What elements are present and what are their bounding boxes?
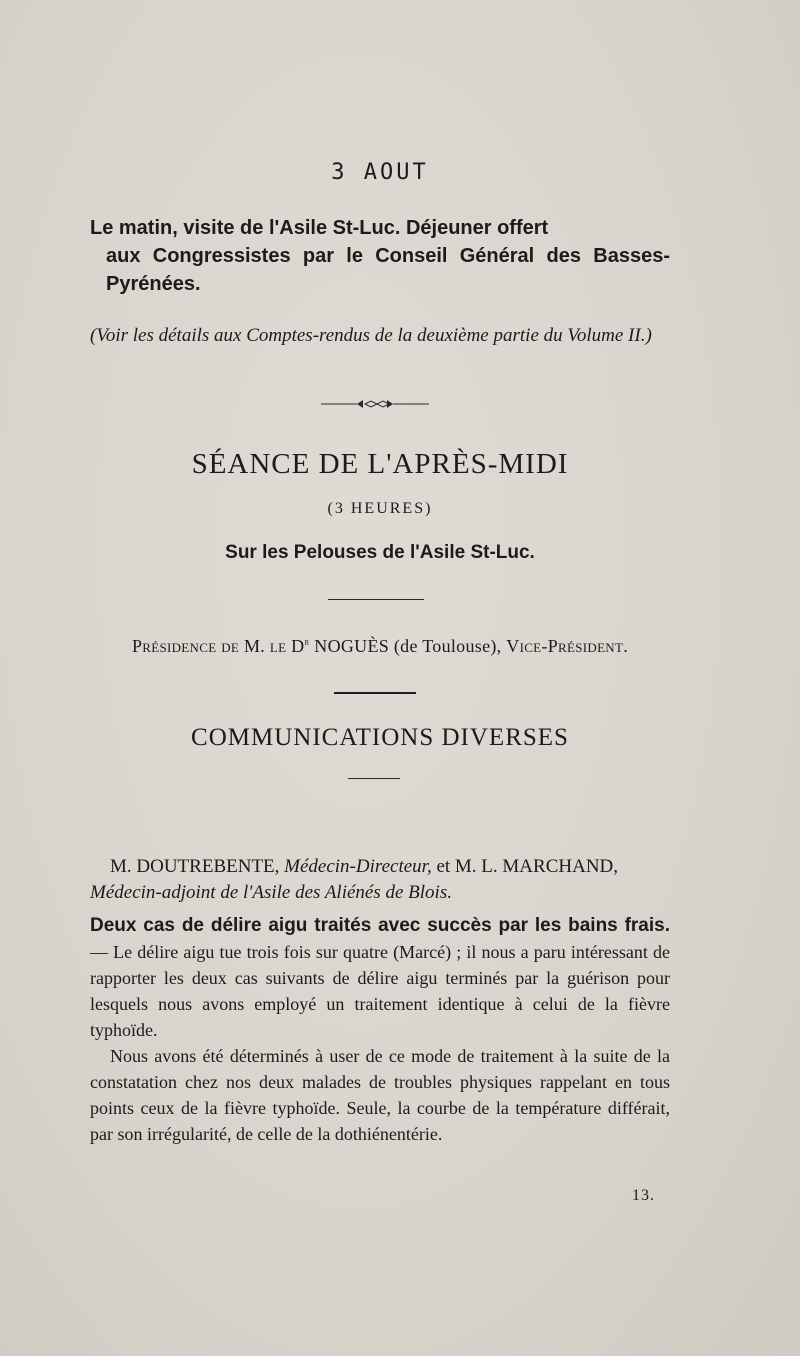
article-paragraph-1: — Le délire aigu tue trois fois sur quatre (Marcé) ; il nous a paru intéressant de rapporter les deux cas suivants de délire aigu terminés par la guérison pour lesquels nous avons employé un traitement identique à celui de la fièvre typhoïde. — [90, 942, 670, 1040]
article-paragraph-2: Nous avons été déterminés à user de ce mode de traitement à la suite de la constatation chez nos deux malades de troubles physiques rappelant en tous points ceux de la fièvre typhoïde. Seule, la courbe de la température différait, par son irrégularité, de celle de la dothiénentérie. — [90, 1046, 670, 1144]
divider-short — [328, 599, 424, 600]
author-2-role: Médecin-adjoint de l'Asile des Aliénés de Blois. — [90, 882, 452, 903]
author-1-role: Médecin-Directeur, — [284, 856, 432, 877]
page-date-heading: 3 AOUT — [331, 160, 429, 185]
author-1: M. DOUTREBENTE, — [110, 856, 285, 877]
presidence-suffix: Vice-Président. — [506, 636, 629, 656]
volume-note: (Voir les détails aux Comptes-rendus de la deuxième partie du Volume II.) — [90, 325, 652, 346]
divider-small — [348, 778, 400, 779]
article-title: Deux cas de délire aigu traités avec succès par les bains frais. — [90, 915, 670, 936]
seance-title: SÉANCE DE L'APRÈS-MIDI — [191, 448, 569, 480]
divider-thick — [334, 692, 416, 694]
doctor-abbrev: D — [291, 636, 305, 656]
seance-time: (3 HEURES) — [327, 500, 433, 517]
signature-mark: 13. — [632, 1187, 655, 1204]
ornament-divider-icon — [321, 398, 429, 410]
communications-heading: COMMUNICATIONS DIVERSES — [191, 724, 569, 751]
presidence-line — [90, 636, 670, 657]
morning-paragraph — [90, 214, 670, 298]
doctor-superscript: r — [304, 637, 310, 648]
article-body — [90, 912, 670, 1147]
author-2: et M. L. MARCHAND, — [431, 856, 619, 877]
authors-paragraph — [90, 854, 670, 906]
morning-line-2: aux Congressistes par le Conseil Général des Basses-Pyrénées. — [106, 245, 670, 295]
morning-line-1: Le matin, visite de l'Asile St-Luc. Déjeuner offert — [90, 217, 549, 239]
presidence-prefix: Présidence de M. le — [131, 636, 292, 656]
seance-location: Sur les Pelouses de l'Asile St-Luc. — [225, 542, 535, 563]
president-name: NOGUÈS (de Toulouse), — [309, 636, 507, 656]
